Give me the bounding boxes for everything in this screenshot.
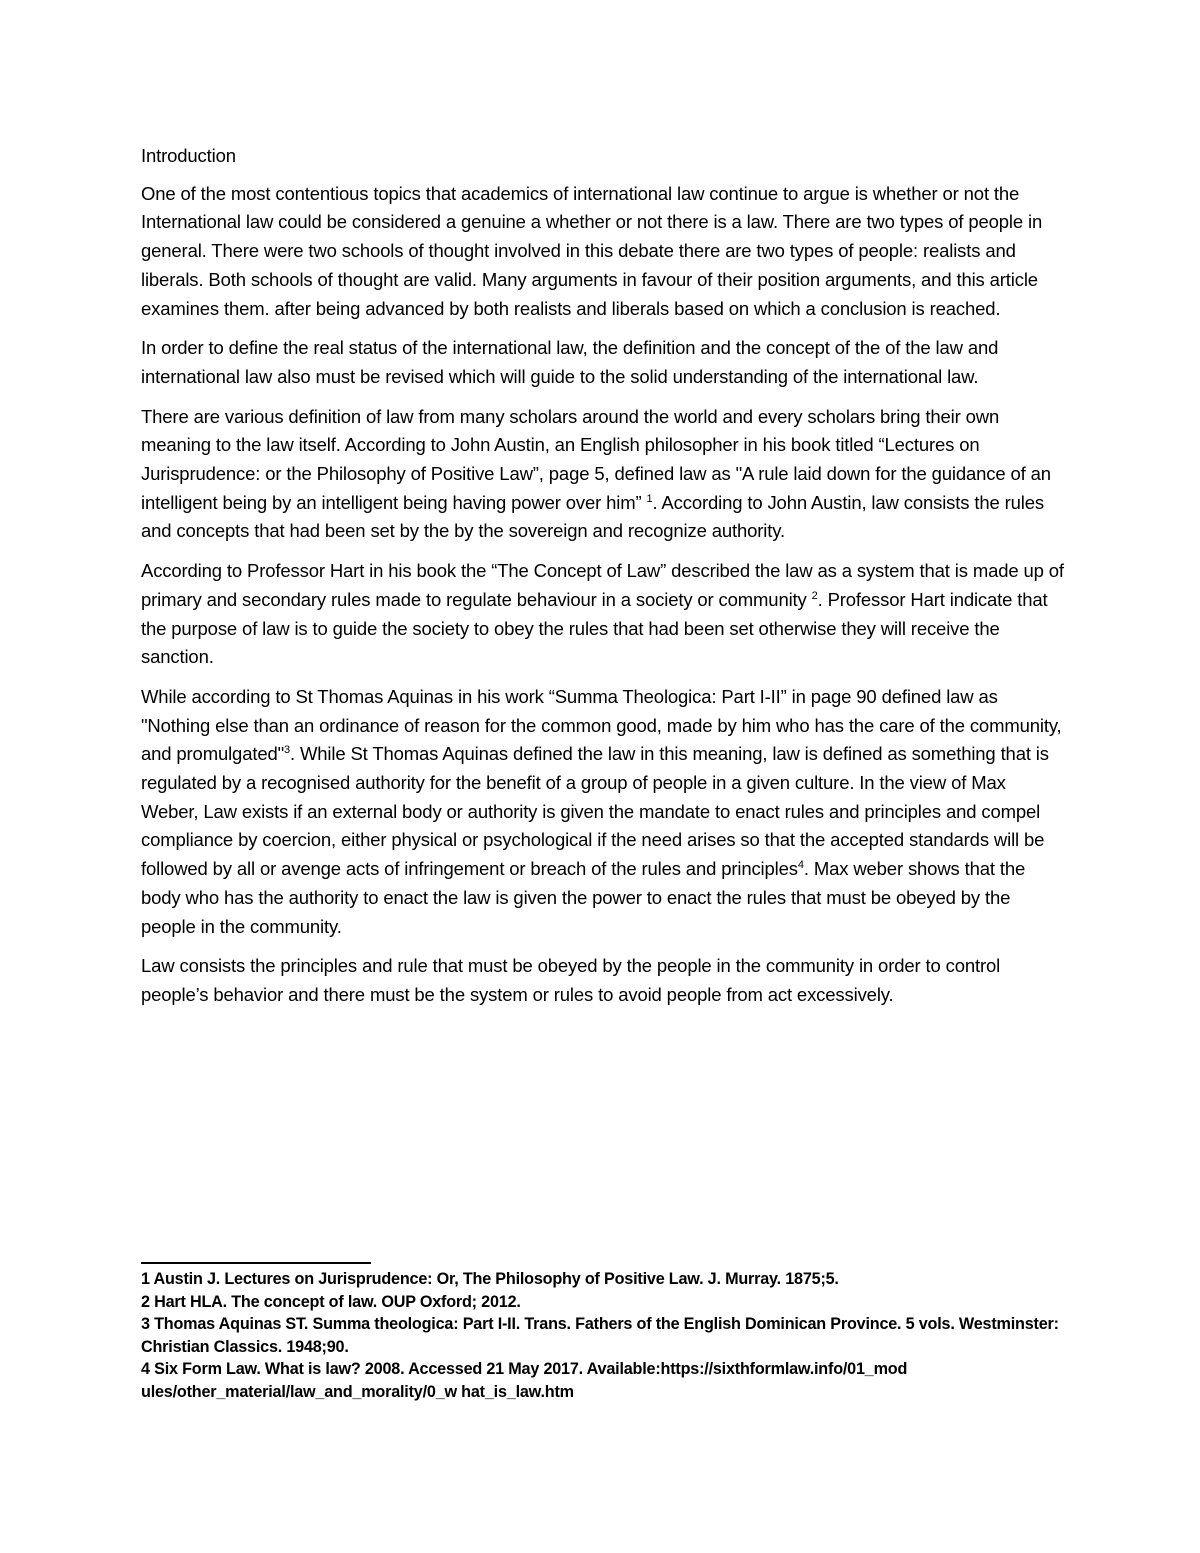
paragraph-text: . While St Thomas Aquinas defined the law in this meaning, law is defined as something that is regulated by a recognised authority for the benefit of a group of people in a given culture. In the view of Max Weber, Law exists if an external body or authority is given the mandate to enact rules and principles and compel compliance by coercion, either physical or psychological if the need arises so that the accepted standards will be followed by all or avenge acts of infringement or breach of the rules and principles — [141, 743, 1049, 880]
paragraph-text: One of the most contentious topics that academics of international law continue to argue is whether or not the International law could be considered a genuine a whether or not there is a law. There are two types of people in general. There were two schools of thought involved in this debate there are two types of people: realists and liberals. Both schools of thought are valid. Many arguments in favour of their position arguments, and this article examines them. after being advanced by both realists and liberals based on which a conclusion is reached. — [141, 182, 1043, 319]
paragraph-text: Law consists the principles and rule that must be obeyed by the people in the community in order to control people’s behavior and there must be the system or rules to avoid people from act excessively. — [141, 955, 1001, 1005]
paragraph-text: In order to define the real status of the international law, the definition and the concept of the of the law and international law also must be revised which will guide to the solid understanding of the international law. — [141, 337, 999, 387]
footnote-ref-3[interactable]: 3 — [284, 744, 290, 757]
footnote-3: 3 Thomas Aquinas ST. Summa theologica: Part I-II. Trans. Fathers of the English Dominican Province. 5 vols. Westminster: Christian Classics. 1948;90. — [141, 1315, 1059, 1356]
paragraph-text: . Max weber shows that the body who has the authority to enact the law is given the power to enact the rules that must be obeyed by the people in the community. — [141, 858, 1026, 937]
paragraph-text: While according to St Thomas Aquinas in his work “Summa Theologica: Part I-II” in page 90 defined law as "Nothing else than an ordinance of reason for the common good, made by him who has the care of the community, and promulgated" — [141, 685, 1062, 765]
footnotes-section — [141, 1268, 1066, 1404]
footnote-ref-2[interactable]: 2 — [811, 589, 818, 602]
footnote-2: 2 Hart HLA. The concept of law. OUP Oxford; 2012. — [141, 1292, 521, 1311]
footnote-ref-4[interactable]: 4 — [797, 859, 804, 872]
paragraph-1 — [141, 180, 1066, 324]
paragraph-3 — [141, 403, 1066, 547]
footnote-1: 1 Austin J. Lectures on Jurisprudence: Or, The Philosophy of Positive Law. J. Murray. 1875;5. — [141, 1270, 839, 1288]
paragraph-4 — [141, 557, 1066, 672]
paragraph-text: . Professor Hart indicate that the purpose of law is to guide the society to obey the rules that had been set otherwise they will receive the sanction. — [141, 588, 1048, 668]
paragraph-5 — [141, 683, 1066, 941]
paragraph-text: There are various definition of law from many scholars around the world and every scholars bring their own meaning to the law itself. According to John Austin, an English philosopher in his book titled “Lectures on Jurisprudence: or the Philosophy of Positive Law”, page 5, defined law as "A rule laid down for the guidance of an intelligent being by an intelligent being having power over him” — [141, 405, 1051, 513]
footnote-ref-1[interactable]: 1 — [646, 492, 653, 505]
paragraph-6 — [141, 952, 1066, 1009]
paragraph-text: According to Professor Hart in his book the “The Concept of Law” described the law as a system that is made up of primary and secondary rules made to regulate behaviour in a society or community — [141, 560, 1064, 610]
document-body — [141, 142, 1066, 1021]
footnote-4: 4 Six Form Law. What is law? 2008. Accessed 21 May 2017. Available:https://sixthformlaw.info/01_mod ules/other_material/law_and_morality/0_w hat_is_law.htm — [141, 1360, 908, 1401]
paragraph-2 — [141, 334, 1066, 391]
section-heading: Introduction — [141, 145, 236, 166]
paragraph-text: . According to John Austin, law consists the rules and concepts that had been set by the by the sovereign and recognize authority. — [141, 491, 1044, 542]
footnote-separator — [141, 1262, 371, 1264]
